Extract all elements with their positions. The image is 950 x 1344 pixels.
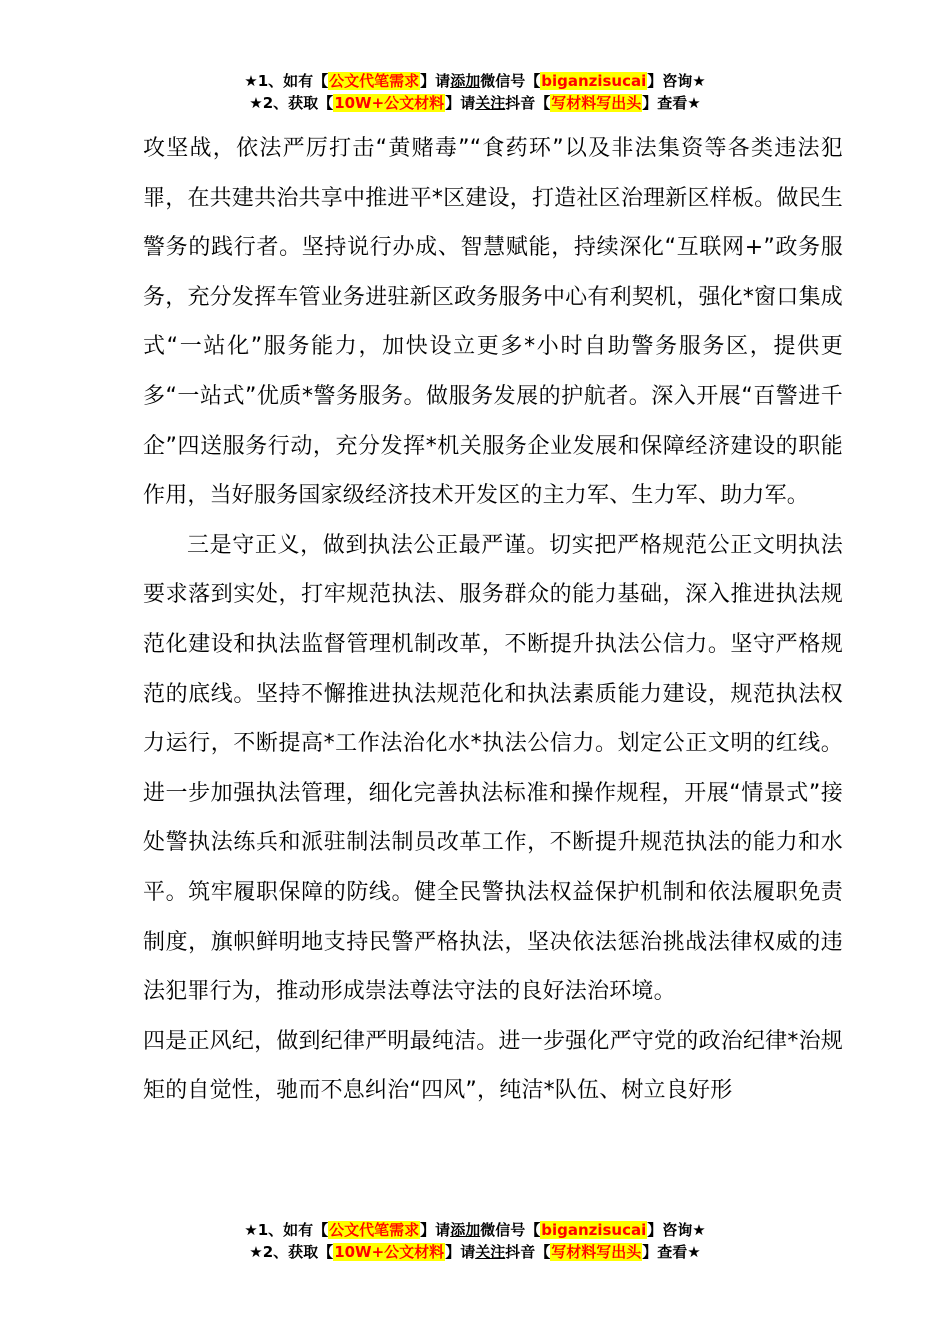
banner-text: ★1、如有【 — [244, 1221, 329, 1239]
emphasis-text: 添加 — [450, 72, 481, 90]
banner-text: 抖音【 — [505, 94, 551, 112]
footer-banner — [0, 1219, 950, 1263]
banner-text: 】咨询★ — [647, 72, 706, 90]
banner-text: 】请 — [420, 72, 451, 90]
highlight-text: 10W+公文材料 — [334, 1243, 445, 1261]
banner-line-1 — [0, 70, 950, 92]
banner-text: 】查看★ — [642, 1243, 701, 1261]
emphasis-text: 关注 — [475, 94, 506, 112]
wechat-id-highlight: biganzisucai — [541, 1221, 647, 1239]
banner-line-2 — [0, 1241, 950, 1263]
douyin-id-highlight: 写材料写出头 — [551, 1243, 642, 1261]
banner-text: ★2、获取【 — [249, 94, 334, 112]
emphasis-text: 关注 — [475, 1243, 506, 1261]
header-banner — [0, 70, 950, 114]
highlight-text: 公文代笔需求 — [329, 72, 420, 90]
banner-text: 微信号【 — [480, 72, 541, 90]
banner-text: 】请 — [445, 94, 476, 112]
emphasis-text: 添加 — [450, 1221, 481, 1239]
banner-text: 】咨询★ — [647, 1221, 706, 1239]
paragraph: 四是正风纪，做到纪律严明最纯洁。进一步强化严守党的政治纪律*治规矩的自觉性，驰而不息纠治“四风”，纯洁*队伍、树立良好形 — [143, 1028, 843, 1104]
banner-text: 微信号【 — [480, 1221, 541, 1239]
wechat-id-highlight: biganzisucai — [541, 72, 647, 90]
banner-text: 】请 — [420, 1221, 451, 1239]
paragraph: 三是守正义，做到执法公正最严谨。切实把严格规范公正文明执法要求落到实处，打牢规范执法、服务群众的能力基础，深入推进执法规范化建设和执法监督管理机制改革，不断提升执法公信力。坚守严格规范的底线。坚持不懈推进执法规范化和执法素质能力建设，规范执法权力运行，不断提高*工作法治化水*执法公信力。划定公正文明的红线。进一步加强执法管理，细化完善执法标准和操作规程，开展“情景式”接处警执法练兵和派驻制法制员改革工作，不断提升规范执法的能力和水平。筑牢履职保障的防线。健全民警执法权益保护机制和依法履职免责制度，旗帜鲜明地支持民警严格执法，坚决依法惩治挑战法律权威的违法犯罪行为，推动形成崇法尊法守法的良好法治环境。 — [143, 532, 843, 1005]
banner-text: 】请 — [445, 1243, 476, 1261]
highlight-text: 10W+公文材料 — [334, 94, 445, 112]
banner-line-1 — [0, 1219, 950, 1241]
banner-line-2 — [0, 92, 950, 114]
banner-text: 抖音【 — [505, 1243, 551, 1261]
banner-text: 】查看★ — [642, 94, 701, 112]
paragraph: 攻坚战，依法严厉打击“黄赌毒”“食药环”以及非法集资等各类违法犯罪，在共建共治共享中推进平*区建设，打造社区治理新区样板。做民生警务的践行者。坚持说行办成、智慧赋能，持续深化“互联网+”政务服务，充分发挥车管业务进驻新区政务服务中心有利契机，强化*窗口集成式“一站化”服务能力，加快设立更多*小时自助警务服务区，提供更多“一站式”优质*警务服务。做服务发展的护航者。深入开展“百警进千企”四送服务行动，充分发挥*机关服务企业发展和保障经济建设的职能作用，当好服务国家级经济技术开发区的主力军、生力军、助力军。 — [143, 136, 843, 509]
banner-text: ★1、如有【 — [244, 72, 329, 90]
banner-text: ★2、获取【 — [249, 1243, 334, 1261]
highlight-text: 公文代笔需求 — [329, 1221, 420, 1239]
document-body — [143, 124, 843, 1116]
douyin-id-highlight: 写材料写出头 — [551, 94, 642, 112]
